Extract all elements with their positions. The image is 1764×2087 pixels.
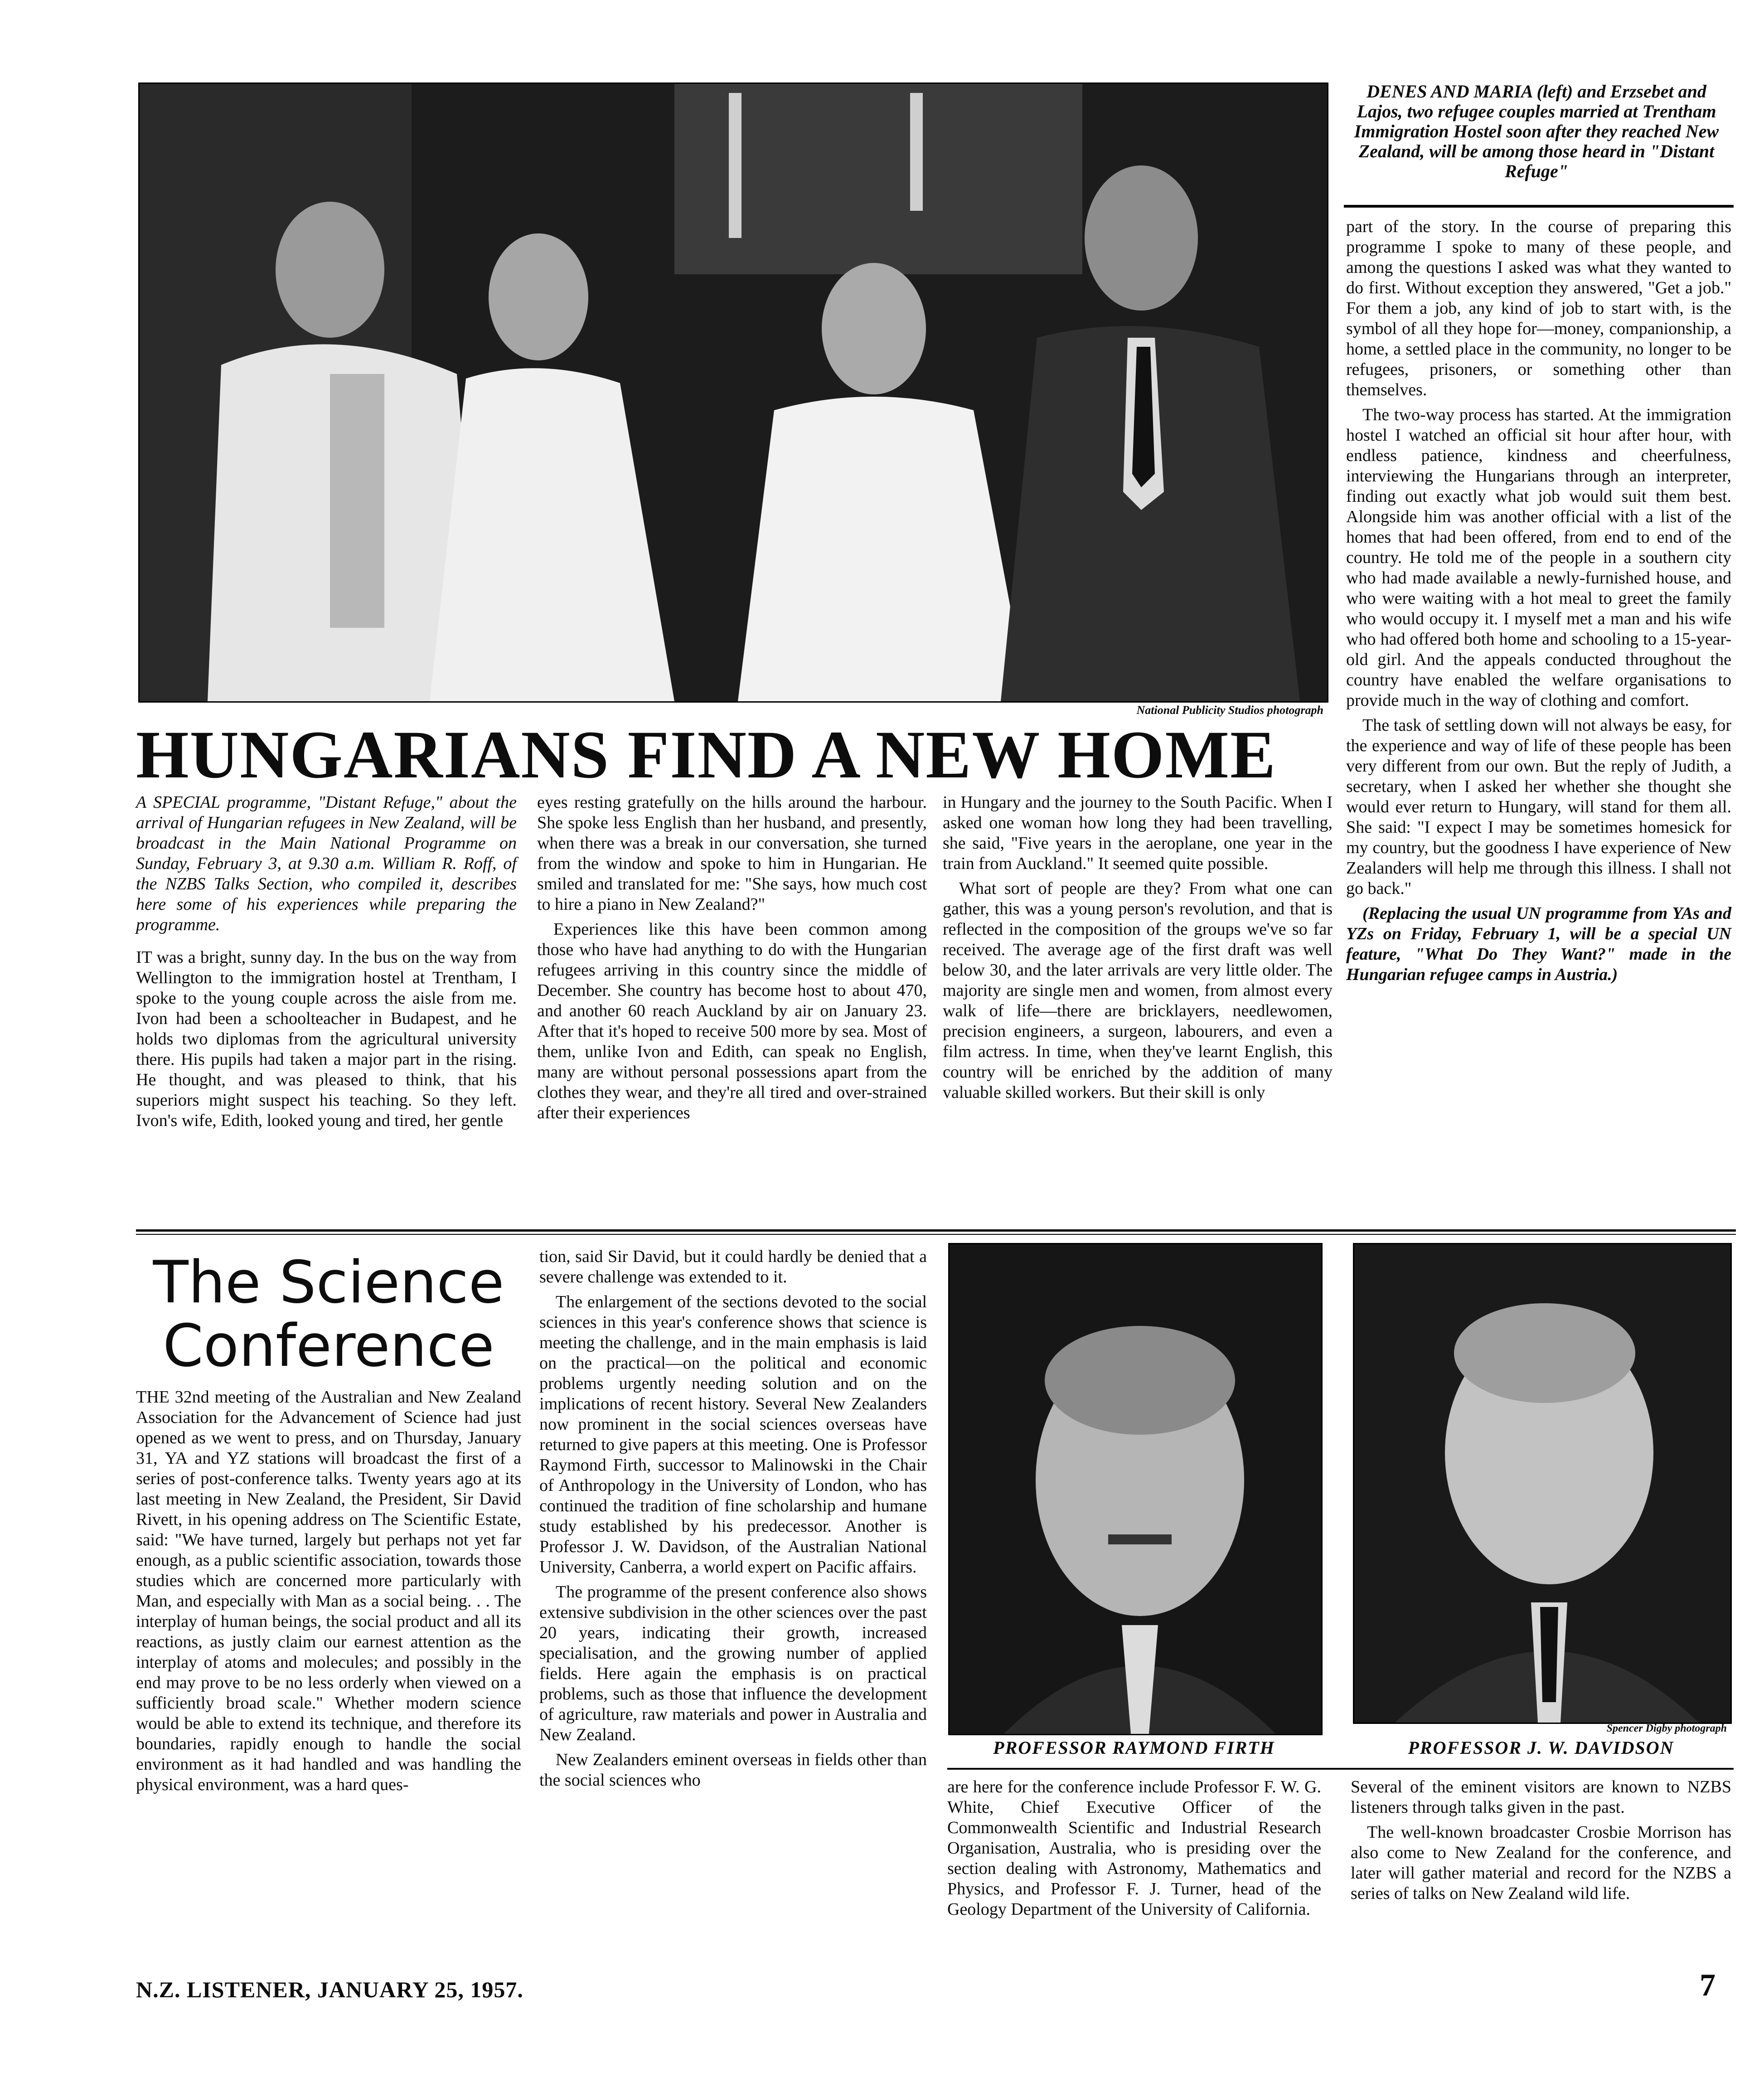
science-col-4 (1351, 1777, 1731, 1908)
science-col-2 (539, 1247, 927, 1795)
section-divider (136, 1229, 1736, 1232)
science-paragraph-2: tion, said Sir David, but it could hardly be denied that a severe challenge was extended to it. (539, 1247, 927, 1286)
article-col-2 (537, 792, 927, 1128)
photo-caption: DENES AND MARIA (left) and Erzsebet and Lajos, two refugee couples married at Trentham Immigration Hostel soon after they reached New Zealand, will be among those heard in "Distant Refuge" (1354, 81, 1719, 181)
refugee-couples-photo-art (140, 84, 1327, 701)
article-col-1 (136, 947, 517, 1136)
science-paragraph-3: The enlargement of the sections devoted to the social sciences in this year's conference shows that science is meeting the challenge, and in the main emphasis is laid on the practical—on the political and economic problems urgently needing solution and on the implications of recent history. Several New Zealanders now prominent in the social sciences overseas have returned to give papers at this meeting. One is Professor Raymond Firth, successor to Malinowski in the Chair of Anthropology in the University of London, who has continued the tradition of fine scholarship and humane study established by his predecessor. Another is Professor J. W. Davidson, of the Australian National University, Canberra, a world expert on Pacific affairs. (539, 1292, 927, 1577)
portrait-caption-davidson: PROFESSOR J. W. DAVIDSON (1408, 1738, 1674, 1758)
hungary-paragraph-8: The task of settling down will not always be easy, for the experience and way of life of these people has been very different from our own. But the reply of Judith, a secretary, when I asked her whether she thought she would ever return to Hungary, will stand for them all. She said: "I expect I may be sometimes homesick for my country, but the goodness I have experience of New Zealanders will help me through this illness. I shall not go back." (1346, 716, 1731, 898)
hungary-paragraph-1: IT was a bright, sunny day. In the bus on the way from Wellington to the immigration hostel at Trentham, I spoke to the young couple across the aisle from me. Ivon had been a schoolteacher in Budapest, and he holds two diplomas from the agricultural university there. His pupils had taken a major part in the rising. He thought, and was pleased to think, that his superiors might suspect his teaching. So they left. Ivon's wife, Edith, looked young and tired, her gentle (136, 948, 517, 1130)
hungary-paragraph-6: part of the story. In the course of preparing this programme I spoke to many of these people, and among the questions I asked was what they wanted to do first. Without exception they answered, "Get a job." For them a job, any kind of job to start with, is the symbol of all they hope for—money, companionship, a home, a settled place in the community, no longer to be refugees, prisoners, or something other than themselves. (1346, 217, 1731, 399)
portrait-raymond-firth-art (950, 1244, 1321, 1734)
hungary-paragraph-5: What sort of people are they? From what one can gather, this was a young person's revolution, and that is reflected in the composition of the groups we've so far received. The average age of the first draft was well below 30, and the later arrivals are very little older. The majority are single men and women, from almost every walk of life—there are bricklayers, needlewomen, precision engineers, a surgeon, labourers, and even a film actress. In time, when they've learnt English, this country will be enriched by the addition of many valuable skilled workers. But their skill is only (943, 879, 1333, 1102)
science-paragraph-4: The programme of the present conference also shows extensive subdivision in the other sciences over the past 20 years, indicating their growth, increased specialisation, and the growing number of applied fields. Here again the emphasis is on practical problems, such as those that influence the development of agriculture, raw materials and power in Australia and New Zealand. (539, 1582, 927, 1744)
hungary-paragraph-7: The two-way process has started. At the immigration hostel I watched an official sit hour after hour, with endless patience, kindness and cheerfulness, interviewing the Hungarians through an interpreter, finding out exactly what job would suit them best. Alongside him was another official with a list of the homes that had been offered, from end to end of the country. He told me of the people in a southern city who had made available a newly-furnished house, and who were waiting with a hot meal to greet the family who would occupy it. I myself met a man and his wife who had offered both home and schooling to a 15-year-old girl. And the appeals conducted throughout the country have enabled the welfare organisations to provide much in the way of clothing and comfort. (1346, 405, 1731, 710)
headline: HUNGARIANS FIND A NEW HOME (136, 717, 1277, 792)
page-number: 7 (1700, 1968, 1716, 2003)
hungary-paragraph-4: in Hungary and the journey to the South Pacific. When I asked one woman how long they had been travelling, she said, "Five years in the aeroplane, one year in the train from Auckland." It seemed quite possible. (943, 793, 1333, 873)
portrait-photo-credit: Spencer Digby photograph (1606, 1723, 1727, 1734)
science-col-1 (136, 1387, 521, 1800)
portrait-jw-davidson-art (1354, 1244, 1730, 1723)
science-paragraph-1: THE 32nd meeting of the Australian and New Zealand Association for the Advancement of Science had just opened as we went to press, and on Thursday, January 31, YA and YZ stations will broadcast the first of a series of post-conference talks. Twenty years ago at its last meeting in New Zealand, the President, Sir David Rivett, in his opening address on The Scientific Estate, said: "We have turned, largely but perhaps not yet far enough, as a public scientific association, towards those studies which are concerned more particularly with Man, and especially with Man as a social being. . . The interplay of human beings, the social product and all its reactions, as justly claim our earnest attention as the interplay of atoms and molecules; and possibly in the end may prove to be no less orderly when viewed on a sufficiently broad scale." Whether modern science would be able to extend its technique, and therefore its boundaries, rapidly enough to handle the social environment as it had handled and was handling the physical environment, was a hard ques- (136, 1388, 521, 1794)
section-divider-thin (136, 1234, 1736, 1235)
science-paragraph-7: Several of the eminent visitors are known to NZBS listeners through talks given in the past. (1351, 1777, 1731, 1817)
science-paragraph-6: are here for the conference include Professor F. W. G. White, Chief Executive Officer of the Commonwealth Scientific and Industrial Research Organisation, Australia, who is presiding over the section dealing with Astronomy, Mathematics and Physics, and Professor F. J. Turner, head of the Geology Department of the University of California. (947, 1777, 1321, 1919)
science-paragraph-8: The well-known broadcaster Crosbie Morrison has also come to New Zealand for the conference, and later will gather material and record for the NZBS a series of talks on New Zealand wild life. (1351, 1823, 1731, 1903)
hungary-paragraph-2: eyes resting gratefully on the hills around the harbour. She spoke less English than her husband, and presently, when there was a break in our conversation, she turned from the window and spoke to him in Hungarian. He smiled and translated for me: "She says, how much cost to hire a piano in New Zealand?" (537, 793, 927, 914)
photo-credit: National Publicity Studios photograph (1136, 704, 1323, 717)
hungary-note: (Replacing the usual UN programme from YAs and YZs on Friday, February 1, will be a special UN feature, "What Do They Want?" made in the Hungarian refugee camps in Austria.) (1346, 904, 1731, 984)
hungary-paragraph-3: Experiences like this have been common among those who have had anything to do with the Hungarian refugees arriving in this country since the middle of December. She country has become host to about 470, and another 60 reach Auckland by air on January 23. After that it's hoped to receive 500 more by sea. Most of them, unlike Ivon and Edith, can speak no English, many are without personal possessions apart from the clothes they wear, and they're all tired and over-strained after their experiences (537, 920, 927, 1122)
science-title-line-1: The Science (153, 1249, 504, 1316)
refugee-couples-photo (138, 83, 1328, 703)
portrait-caption-rule (947, 1768, 1734, 1770)
caption-rule (1344, 205, 1734, 208)
science-paragraph-5: New Zealanders eminent overseas in fields other than the social sciences who (539, 1750, 927, 1790)
portrait-jw-davidson (1353, 1243, 1732, 1724)
intro-paragraph: A SPECIAL programme, "Distant Refuge," about the arrival of Hungarian refugees in New Zealand, will be broadcast in the Main National Programme on Sunday, February 3, at 9.30 a.m. William R. Roff, of the NZBS Talks Section, who compiled it, describes here some of his experiences while preparing the programme. (136, 793, 517, 934)
footer-issue: N.Z. LISTENER, JANUARY 25, 1957. (136, 1977, 523, 2002)
portrait-caption-firth: PROFESSOR RAYMOND FIRTH (993, 1738, 1275, 1758)
article-col-3 (943, 792, 1333, 1107)
science-title-line-2: Conference (163, 1312, 494, 1380)
article-intro (136, 792, 517, 940)
science-col-3 (947, 1777, 1321, 1924)
article-col-4 (1346, 217, 1731, 990)
portrait-raymond-firth (948, 1243, 1323, 1735)
